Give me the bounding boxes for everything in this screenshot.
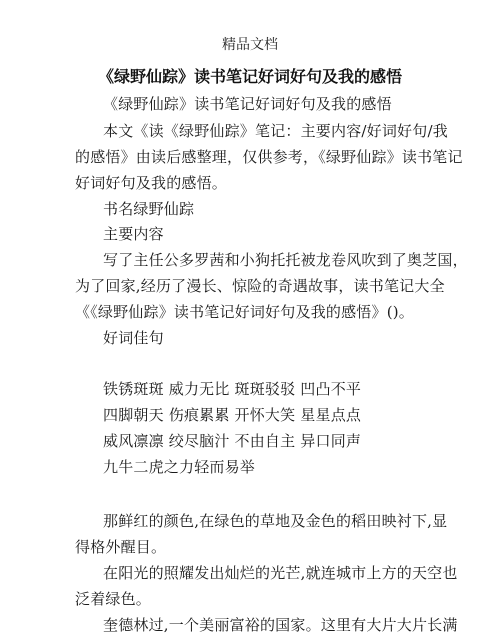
intro-line: 好词好句及我的感悟。 — [75, 174, 228, 192]
main-content-line: 写了主任公多罗茜和小狗托托被龙卷风吹到了奥芝国， — [103, 251, 468, 269]
words-row: 九牛二虎之力轻而易举 — [103, 458, 256, 476]
main-content-line: 《《绿野仙踪》读书笔记好词好句及我的感悟》()。 — [75, 303, 415, 321]
good-words-heading: 好词佳句 — [103, 329, 164, 347]
words-row: 威风凛凛 绞尽脑汁 不由自主 异口同声 — [103, 432, 362, 450]
subtitle-line: 《绿野仙踪》读书笔记好词好句及我的感悟 — [103, 95, 392, 113]
words-row: 四脚朝天 伤痕累累 开怀大笑 星星点点 — [103, 406, 362, 424]
book-name-line: 书名绿野仙踪 — [103, 200, 195, 218]
sentence-line: 泛着绿色。 — [75, 590, 152, 608]
sentence-line: 奎德林过,一个美丽富裕的国家。这里有大片大片长满 — [103, 616, 458, 634]
words-row: 铁锈斑斑 威力无比 斑斑驳驳 凹凸不平 — [103, 380, 362, 398]
document-title: 《绿野仙踪》读书笔记好词好句及我的感悟 — [97, 67, 402, 86]
sentence-line: 得格外醒目。 — [75, 538, 167, 556]
sentence-line: 在阳光的照耀发出灿烂的光芒,就连城市上方的天空也 — [103, 564, 458, 582]
main-content-heading: 主要内容 — [103, 225, 164, 243]
intro-line: 本文《读《绿野仙踪》笔记：主要内容/好词好句/我 — [103, 122, 448, 140]
sentence-line: 那鲜红的颜色,在绿色的草地及金色的稻田映衬下,显 — [103, 512, 448, 530]
main-content-line: 为了回家,经历了漫长、惊险的奇遇故事，读书笔记大全 — [75, 277, 445, 295]
page-header: 精品文档 — [222, 37, 278, 53]
intro-line: 的感悟》由读后感整理，仅供参考，《绿野仙踪》读书笔记 — [75, 148, 463, 166]
